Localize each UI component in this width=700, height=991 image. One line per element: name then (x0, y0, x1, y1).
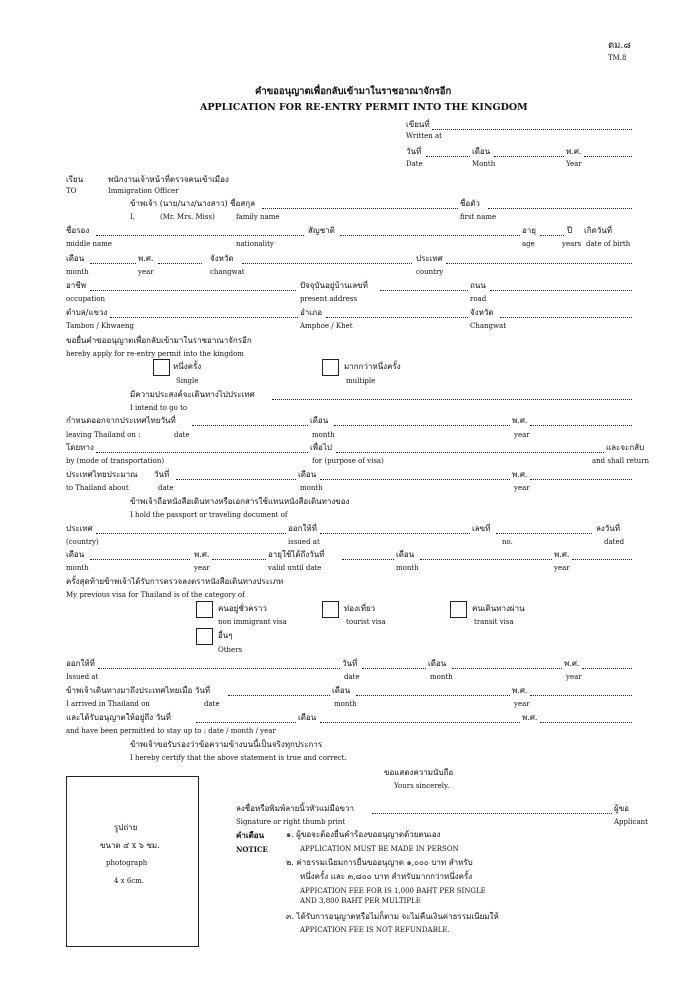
multiple-checkbox[interactable] (322, 359, 339, 376)
middle-name-field[interactable] (96, 235, 304, 236)
changwat-label-en: Changwat (470, 322, 507, 330)
yours-sincerely-label: ขอแสดงความนับถือ (384, 768, 454, 777)
notice-1-en: APPLICATION MUST BE MADE IN PERSON (300, 845, 459, 853)
date-field[interactable] (426, 156, 470, 157)
i-label-en: I, (130, 213, 135, 221)
return-date-prefix: ประเทศไทยประมาณ (66, 470, 138, 479)
visa-month-field[interactable] (452, 668, 562, 669)
destination-label-en: I intend to go to (130, 404, 188, 412)
permitted-year-label: พ.ศ. (522, 713, 538, 722)
permitted-label-en: and have been permitted to stay up to : date / month / year (66, 727, 276, 735)
to-label-en: TO (66, 187, 77, 195)
permitted-year-field[interactable] (540, 722, 632, 723)
apply-label: ขอยื่นคำขออนุญาตเพื่อกลับเข้ามาในราชอาณาจักรอีก (66, 336, 252, 345)
pp-year-label-en: year (194, 564, 210, 572)
photo-label: รูปถ่าย (114, 823, 138, 832)
leaving-date-label: กำหนดออกจากประเทศไทยวันที่ (66, 416, 176, 425)
leaving-year-field[interactable] (530, 425, 632, 426)
pp-issued-field[interactable] (320, 533, 470, 534)
age-label-en: age (522, 240, 535, 248)
prev-visa-label-en: My previous visa for Thailand is of the category of (66, 591, 245, 599)
non-immigrant-label-en: non immigrant visa (218, 618, 287, 626)
visa-month-label: เดือน (428, 659, 447, 668)
visa-year-label-en: year (566, 673, 582, 681)
road-label-en: road (470, 295, 487, 303)
address-label: ปัจจุบันอยู่บ้านเลขที่ (300, 281, 368, 290)
written-at-field[interactable] (432, 129, 632, 130)
multiple-label-en: multiple (346, 377, 376, 385)
title-thai: คำขออนุญาตเพื่อกลับเข้ามาในราชอาณาจักรอีก (255, 86, 452, 97)
photo-size-label-en: 4 x 6cm. (114, 877, 145, 885)
first-name-label-en: first name (460, 213, 497, 221)
passport-label-en: I hold the passport or traveling document of (130, 511, 288, 519)
return-date-label-en: date (158, 484, 174, 492)
birth-country-label: ประเทศ (416, 254, 443, 263)
arrival-month-field[interactable] (356, 695, 510, 696)
purpose-label-en: for (purpose of visa) (312, 457, 384, 465)
single-checkbox[interactable] (153, 359, 170, 376)
arrival-date-label: ข้าพเจ้าเดินทางมาถึงประเทศไทยเมื่อ วันที่ (66, 686, 211, 695)
signature-label-en: Signature or right thumb print (236, 818, 346, 826)
birth-month-label: เดือน (66, 254, 85, 263)
applicant-label: ผู้ขอ (614, 804, 629, 813)
arrival-year-label: พ.ศ. (512, 686, 528, 695)
permitted-date-label: และได้รับอนุญาตให้อยู่ถึง วันที่ (66, 713, 171, 722)
tambon-field[interactable] (110, 317, 298, 318)
middle-name-label: ชื่อรอง (66, 226, 90, 235)
notice-2-line2: หนึ่งครั้ง และ ๓,๘๐๐ บาท สำหรับมากกว่าหนึ่งครั้ง (300, 872, 473, 881)
birth-month-label-en: month (66, 268, 89, 276)
month-label: เดือน (472, 147, 491, 156)
birth-month-field[interactable] (90, 263, 136, 264)
visa-date-label: วันที่ (342, 659, 358, 668)
others-label-en: Others (218, 646, 243, 654)
occupation-label-en: occupation (66, 295, 105, 303)
visa-issued-label: ออกให้ที่ (66, 659, 95, 668)
visa-year-field[interactable] (582, 668, 632, 669)
family-name-label-en: family name (236, 213, 280, 221)
written-at-label: เขียนที่ (406, 120, 430, 129)
transit-checkbox[interactable] (450, 601, 467, 618)
return-month-field[interactable] (320, 479, 510, 480)
leaving-month-label-en: month (312, 431, 335, 439)
arrival-year-label-en: year (514, 700, 530, 708)
birth-country-field[interactable] (446, 263, 632, 264)
age-field[interactable] (540, 235, 564, 236)
middle-name-label-en: middle name (66, 240, 112, 248)
pp-number-field[interactable] (496, 533, 592, 534)
arrival-date-label-en: date (204, 700, 220, 708)
purpose-label: เพื่อไป (310, 443, 332, 452)
transport-label-en: by (mode of transportation) (66, 457, 165, 465)
pp-month-field[interactable] (90, 559, 190, 560)
visa-issued-field[interactable] (98, 668, 340, 669)
notice-3: ๓. ได้รับการอนุญาตหรือไม่ก็ตาม จะไม่คืนเงินค่าธรรมเนียมให้ (286, 912, 499, 921)
pp-year-label: พ.ศ. (194, 550, 210, 559)
title-english: APPLICATION FOR RE-ENTRY PERMIT INTO THE KINGDOM (200, 102, 528, 113)
yours-sincerely-label-en: Yours sincerely. (394, 782, 450, 790)
address-label-en: present address (300, 295, 358, 303)
road-label: ถนน (470, 281, 486, 290)
pp-valid-month-label-en: month (396, 564, 419, 572)
dob-label: เกิดวันที่ (584, 226, 613, 235)
birth-changwat-label: จังหวัด (210, 254, 234, 263)
date-label: วันที่ (406, 147, 422, 156)
pp-issued-label-en: issued at (288, 538, 320, 546)
permitted-month-field[interactable] (320, 722, 520, 723)
nationality-label: สัญชาติ (308, 226, 335, 235)
pp-country-label-en: (country) (66, 538, 99, 546)
month-label-en: Month (472, 160, 496, 168)
apply-label-en: hereby apply for re-entry permit into the kingdom (66, 350, 244, 358)
to-label: เรียน (66, 175, 84, 184)
permitted-month-label: เดือน (298, 713, 317, 722)
family-name-label: ข้าพเจ้า (นาย/นาง/นางสาว) ชื่อสกุล (130, 199, 255, 208)
destination-field[interactable] (272, 399, 632, 400)
leaving-year-label-en: year (514, 431, 530, 439)
arrival-month-label: เดือน (332, 686, 351, 695)
pp-number-label: เลขที่ (472, 524, 491, 533)
occupation-field[interactable] (90, 290, 296, 291)
return-label-en: to Thailand about (66, 484, 129, 492)
leaving-date-field[interactable] (192, 425, 308, 426)
notice-2: ๒. ค่าธรรมเนียมการยื่นขออนุญาต ๑,๐๐๐ บาท สำหรับ (286, 858, 473, 867)
return-date-field[interactable] (176, 479, 296, 480)
pp-valid-month-field[interactable] (420, 559, 552, 560)
birth-year-label: พ.ศ. (138, 254, 154, 263)
transit-label: คนเดินทางผ่าน (472, 604, 525, 613)
tourist-checkbox[interactable] (322, 601, 339, 618)
destination-label: มีความประสงค์จะเดินทางไปประเทศ (130, 390, 255, 399)
single-label: หนึ่งครั้ง (173, 362, 202, 371)
birth-country-label-en: country (416, 268, 444, 276)
year-label: พ.ศ. (566, 147, 582, 156)
leaving-label-en: leaving Thailand on : (66, 431, 141, 439)
return-year-field[interactable] (530, 479, 632, 480)
tourist-label: ท่องเที่ยว (344, 604, 376, 613)
pp-year-field[interactable] (212, 559, 266, 560)
pp-country-label: ประเทศ (66, 524, 93, 533)
visa-date-field[interactable] (362, 668, 426, 669)
transit-label-en: transit visa (474, 618, 514, 626)
certify-label: ข้าพเจ้าขอรับรองว่าข้อความข้างบนนี้เป็นจริงทุกประการ (130, 740, 323, 749)
purpose-field[interactable] (336, 452, 604, 453)
pp-valid-year-label-en: year (554, 564, 570, 572)
arrival-label-en: I arrived in Thailand on (66, 700, 150, 708)
first-name-label: ชื่อตัว (460, 199, 480, 208)
return-year-label-en: year (514, 484, 530, 492)
notice-1: ๑. ผู้ขอจะต้องยื่นคำร้องขออนุญาตด้วยตนเอง (286, 830, 441, 839)
others-checkbox[interactable] (196, 628, 213, 645)
family-name-field[interactable] (262, 208, 458, 209)
photo-label-en: photograph (106, 859, 148, 867)
year-label-en: Year (566, 160, 582, 168)
return-month-label: เดือน (298, 470, 317, 479)
pp-dated-label-en: dated (604, 538, 625, 546)
return-date-label: วันที่ (154, 470, 170, 479)
nationality-label-en: nationality (236, 240, 274, 248)
certify-label-en: I hereby certify that the above statement is true and correct. (130, 754, 347, 762)
arrival-date-field[interactable] (228, 695, 330, 696)
photo-size-label: ขนาด ๔ x ๖ ซม. (100, 841, 160, 850)
pp-country-field[interactable] (96, 533, 286, 534)
signature-field[interactable] (372, 813, 612, 814)
changwat-field[interactable] (500, 317, 632, 318)
address-field[interactable] (380, 290, 468, 291)
tambon-label-en: Tambon / Khwaeng (66, 322, 134, 330)
prev-visa-label: ครั้งสุดท้ายข้าพเจ้าได้รับการตรวจลงตราหนังสือเดินทางประเภท (66, 577, 284, 586)
visa-issued-label-en: Issued at (66, 673, 99, 681)
pp-month-label: เดือน (66, 550, 85, 559)
notice-2-en-line2: AND 3,800 BAHT PER MULTIPLE (300, 897, 421, 905)
arrival-year-field[interactable] (530, 695, 632, 696)
years-label: ปี (567, 226, 573, 235)
notice-label: คำเตือน (236, 830, 265, 840)
first-name-field[interactable] (488, 208, 632, 209)
nationality-field[interactable] (340, 235, 520, 236)
amphoe-field[interactable] (326, 317, 468, 318)
others-label: อื่นๆ (218, 631, 233, 640)
tambon-label: ตำบล/แขวง (66, 308, 108, 317)
officer-label-en: Immigration Officer (108, 187, 179, 195)
pp-issued-label: ออกให้ที่ (288, 524, 317, 533)
birth-changwat-label-en: changwat (210, 268, 245, 276)
pp-month-label-en: month (66, 564, 89, 572)
month-field[interactable] (494, 156, 564, 157)
pp-valid-month-label: เดือน (396, 550, 415, 559)
return-year-label: พ.ศ. (512, 470, 528, 479)
leaving-month-label: เดือน (310, 416, 329, 425)
year-field[interactable] (584, 156, 632, 157)
transport-field[interactable] (96, 452, 308, 453)
return-month-label-en: month (300, 484, 323, 492)
passport-label: ข้าพเจ้าถือหนังสือเดินทางหรือเอกสารใช้แทนหนังสือเดินทางของ (130, 497, 350, 506)
non-immigrant-checkbox[interactable] (196, 601, 213, 618)
leaving-month-field[interactable] (334, 425, 510, 426)
signature-label: ลงชื่อหรือพิมพ์ลายนิ้วหัวแม่มือขวา (236, 804, 355, 813)
notice-2-en: APPICATION FEE FOR IS 1,000 BAHT PER SINGLE (300, 887, 486, 895)
single-label-en: Single (176, 377, 199, 385)
visa-month-label-en: month (430, 673, 453, 681)
dob-label-en: date of birth (586, 240, 631, 248)
notice-label-en: NOTICE (236, 845, 268, 854)
changwat-label: จังหวัด (470, 308, 494, 317)
pp-number-label-en: no. (502, 538, 513, 546)
visa-date-label-en: date (344, 673, 360, 681)
years-label-en: years (562, 240, 582, 248)
leaving-date-label-en: date (174, 431, 190, 439)
birth-year-field[interactable] (158, 263, 202, 264)
pp-valid-label-en: valid until date (268, 564, 322, 572)
pp-valid-label: อายุใช้ได้ถึงวันที่ (268, 550, 325, 559)
form-code-en: TM.8 (608, 54, 627, 62)
form-code: ตม.๘ (608, 40, 631, 51)
pp-valid-year-field[interactable] (572, 559, 632, 560)
pp-valid-year-label: พ.ศ. (554, 550, 570, 559)
pp-dated-label: ลงวันที่ (596, 524, 621, 533)
occupation-label: อาชีพ (66, 281, 86, 290)
transport-label: โดยทาง (66, 443, 94, 452)
non-immigrant-label: คนอยู่ชั่วคราว (218, 604, 267, 613)
birth-changwat-field[interactable] (242, 263, 412, 264)
road-field[interactable] (490, 290, 632, 291)
amphoe-label-en: Amphoe / Khet (300, 322, 353, 330)
notice-3-en: APPICATION FEE IS NOT REFUNDABLE. (300, 926, 450, 934)
visa-year-label: พ.ศ. (564, 659, 580, 668)
permitted-date-field[interactable] (196, 722, 296, 723)
applicant-label-en: Applicant (614, 818, 648, 826)
titles-label-en: (Mr. Mrs. Miss) (160, 213, 215, 221)
arrival-month-label-en: month (334, 700, 357, 708)
birth-year-label-en: year (138, 268, 154, 276)
return-label: และจะกลับ (606, 443, 645, 452)
return-label-en: and shall return (592, 457, 650, 465)
leaving-year-label: พ.ศ. (512, 416, 528, 425)
pp-valid-field[interactable] (342, 559, 394, 560)
officer-label: พนักงานเจ้าหน้าที่ตรวจคนเข้าเมือง (108, 175, 229, 184)
amphoe-label: อำเภอ (300, 308, 323, 317)
age-label: อายุ (522, 226, 536, 235)
multiple-label: มากกว่าหนึ่งครั้ง (344, 362, 401, 371)
date-label-en: Date (406, 160, 423, 168)
written-at-label-en: Written at (406, 132, 442, 140)
tourist-label-en: tourist visa (346, 618, 386, 626)
